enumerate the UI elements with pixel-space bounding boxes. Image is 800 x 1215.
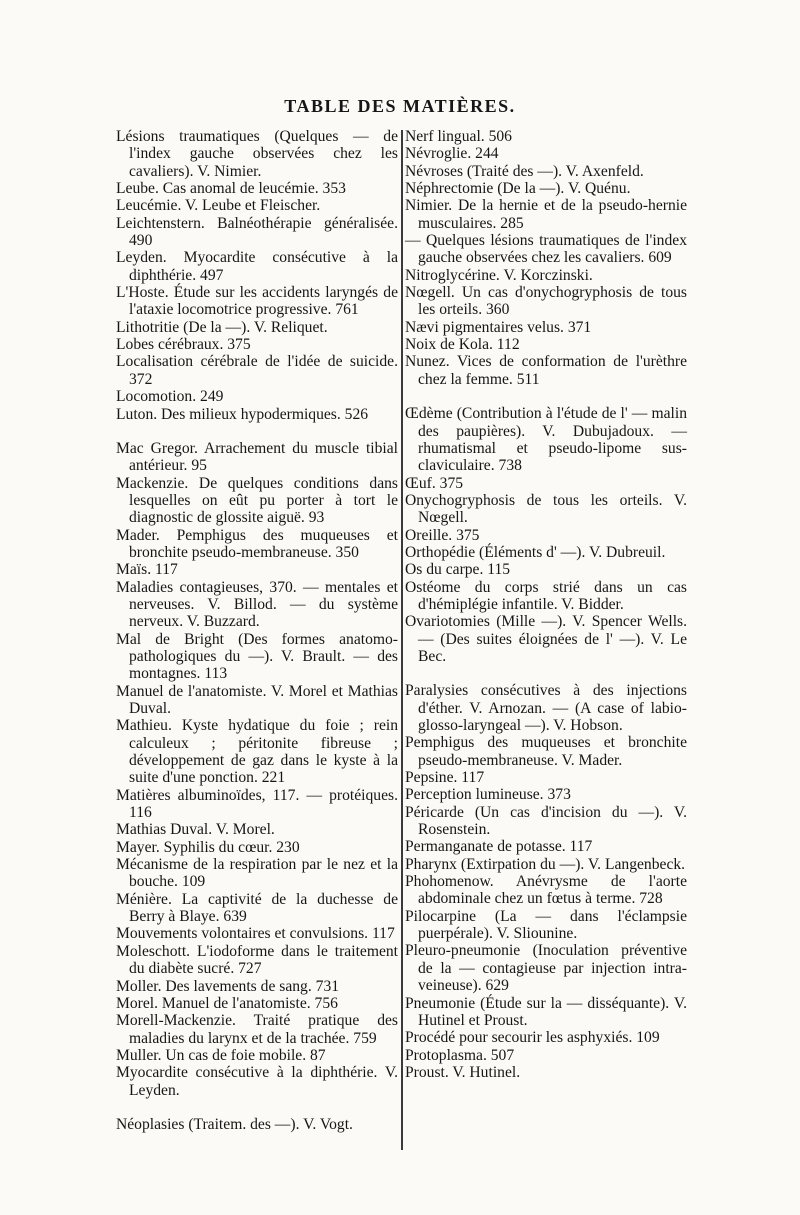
index-entry: Nœgell. Un cas d'onychogryphosis de tous les orteils. 360 bbox=[405, 284, 687, 319]
index-entry: Pepsine. 117 bbox=[405, 769, 485, 787]
index-entry: Mayer. Syphilis du cœur. 230 bbox=[116, 838, 300, 856]
index-entry: Œdème (Contribution à l'étude de l' — malin des paupières). V. Dubujadoux. — rhumatismal et pseudo-lipome sus-claviculaire. 738 bbox=[405, 405, 687, 475]
index-entry: Péricarde (Un cas d'incision du —). V. Rosenstein. bbox=[405, 803, 687, 839]
index-entry: Pemphigus des muqueuses et bronchite pseudo-membraneuse. V. Mader. bbox=[405, 734, 687, 769]
index-entry: Leyden. Myocardite consécutive à la diphthérie. 497 bbox=[116, 249, 398, 284]
section-gap bbox=[405, 388, 687, 405]
index-entry: Muller. Un cas de foie mobile. 87 bbox=[116, 1046, 326, 1064]
index-entry: Matières albuminoïdes, 117. — protéiques. 116 bbox=[116, 786, 398, 822]
column-divider bbox=[401, 130, 403, 1150]
index-entry: Mathias Duval. V. Morel. bbox=[116, 821, 275, 839]
index-entry: Protoplasma. 507 bbox=[405, 1046, 515, 1064]
index-entry: Procédé pour secourir les asphyxiés. 109 bbox=[405, 1029, 660, 1047]
index-entry: Proust. V. Hutinel. bbox=[405, 1063, 521, 1081]
index-entry: Névroses (Traité des —). V. Axenfeld. bbox=[405, 162, 644, 180]
page-header: TABLE DES MATIÈRES. bbox=[284, 96, 516, 116]
index-entry: Localisation cérébrale de l'idée de suicide. 372 bbox=[116, 353, 398, 388]
index-entry: Pharynx (Extirpation du —). V. Langenbeck. bbox=[405, 855, 686, 873]
index-entry: Mac Gregor. Arrachement du muscle tibial antérieur. 95 bbox=[116, 439, 398, 475]
index-entry: Morell-Mackenzie. Traité pratique des maladies du larynx et de la trachée. 759 bbox=[116, 1012, 398, 1047]
index-entry: Leube. Cas anomal de leucémie. 353 bbox=[116, 180, 346, 198]
index-entry: Néphrectomie (De la —). V. Quénu. bbox=[405, 180, 631, 198]
index-entry: Locomotion. 249 bbox=[116, 388, 224, 406]
index-entry: Mouvements volontaires et convulsions. 117 bbox=[116, 925, 395, 943]
index-entry: Lobes cérébraux. 375 bbox=[116, 336, 251, 354]
index-entry: Néoplasies (Traitem. des —). V. Vogt. bbox=[116, 1115, 353, 1133]
index-entry: Pilocarpine (La — dans l'éclampsie puerpérale). V. Sliounine. bbox=[405, 907, 687, 943]
index-entry: L'Hoste. Étude sur les accidents laryngés de l'ataxie locomotrice progressive. 761 bbox=[116, 284, 398, 319]
index-entry: Mackenzie. De quelques conditions dans lesquelles on eût pu porter à tort le diagnostic de glossite aiguë. 93 bbox=[116, 474, 398, 527]
index-entry: Nævi pigmentaires velus. 371 bbox=[405, 318, 592, 336]
index-entry: Perception lumineuse. 373 bbox=[405, 786, 571, 804]
index-entry: Phohomenow. Anévrysme de l'aorte abdominale chez un fœtus à terme. 728 bbox=[405, 873, 687, 908]
index-entry: Névroglie. 244 bbox=[405, 145, 499, 163]
index-entry: Leucémie. V. Leube et Fleischer. bbox=[116, 197, 321, 215]
index-entry: Mécanisme de la respiration par le nez et la bouche. 109 bbox=[116, 856, 398, 891]
index-entry: Mal de Bright (Des formes anatomo-pathologiques du —). V. Brault. — des montagnes. 113 bbox=[116, 630, 398, 683]
index-entry: Oreille. 375 bbox=[405, 526, 480, 544]
section-gap bbox=[116, 423, 398, 440]
index-entry: Moller. Des lavements de sang. 731 bbox=[116, 977, 340, 995]
index-entry: Lithotritie (De la —). V. Reliquet. bbox=[116, 318, 328, 336]
index-entry: Mathieu. Kyste hydatique du foie ; rein calculeux ; péritonite fibreuse ; développement de gaz dans le kyste à la suite d'une ponction. 221 bbox=[116, 717, 398, 787]
index-entry: Pleuro-pneumonie (Inoculation préventive de la — contagieuse par injection intra-veineuse). 629 bbox=[405, 942, 687, 995]
index-entry: Ménière. La captivité de la duchesse de Berry à Blaye. 639 bbox=[116, 890, 398, 926]
index-entry: Ovariotomies (Mille —). V. Spencer Wells. — (Des suites éloignées de l' —). V. Le Bec. bbox=[405, 613, 687, 665]
section-gap bbox=[116, 1099, 398, 1116]
index-entry: Lésions traumatiques (Quelques — de l'index gauche observées chez les cavaliers). V. Nimier. bbox=[116, 128, 398, 180]
index-entry: Paralysies consécutives à des injections d'éther. V. Arnozan. — (A case of labio-glosso-laryngeal —). V. Hobson. bbox=[405, 682, 687, 734]
index-entry: Morel. Manuel de l'anatomiste. 756 bbox=[116, 994, 338, 1012]
left-column bbox=[116, 128, 398, 1133]
index-entry: Luton. Des milieux hypodermiques. 526 bbox=[116, 405, 369, 423]
index-entry: Nunez. Vices de conformation de l'urèthre chez la femme. 511 bbox=[405, 353, 687, 388]
index-entry: Onychogryphosis de tous les orteils. V. Nœgell. bbox=[405, 491, 687, 527]
index-entry: Os du carpe. 115 bbox=[405, 561, 511, 579]
index-entry: Noix de Kola. 112 bbox=[405, 336, 520, 354]
index-entry: Pneumonie (Étude sur la — disséquante). V. Hutinel et Proust. bbox=[405, 994, 687, 1029]
index-entry: Myocardite consécutive à la diphthérie. V. Leyden. bbox=[116, 1064, 398, 1099]
index-entry: Maïs. 117 bbox=[116, 561, 178, 579]
section-gap bbox=[405, 665, 687, 682]
index-entry: Nitroglycérine. V. Korczinski. bbox=[405, 266, 593, 284]
index-entry: Nimier. De la hernie et de la pseudo-hernie musculaires. 285 bbox=[405, 197, 687, 232]
index-entry: Nerf lingual. 506 bbox=[405, 128, 512, 145]
index-entry: — Quelques lésions traumatiques de l'index gauche observées chez les cavaliers. 609 bbox=[405, 232, 687, 267]
index-entry: Ostéome du corps strié dans un cas d'hémiplégie infantile. V. Bidder. bbox=[405, 578, 687, 613]
index-entry: Leichtenstern. Balnéothérapie généralisée. 490 bbox=[116, 214, 398, 250]
index-entry: Maladies contagieuses, 370. — mentales et nerveuses. V. Billod. — du système nerveux. V. Buzzard. bbox=[116, 578, 398, 631]
right-column bbox=[405, 128, 687, 1081]
index-entry: Permanganate de potasse. 117 bbox=[405, 838, 593, 856]
index-entry: Œuf. 375 bbox=[405, 474, 464, 492]
index-entry: Moleschott. L'iodoforme dans le traitement du diabète sucré. 727 bbox=[116, 942, 398, 978]
index-entry: Orthopédie (Éléments d' —). V. Dubreuil. bbox=[405, 543, 666, 561]
index-entry: Manuel de l'anatomiste. V. Morel et Mathias Duval. bbox=[116, 682, 398, 717]
index-entry: Mader. Pemphigus des muqueuses et bronchite pseudo-membraneuse. 350 bbox=[116, 526, 398, 561]
